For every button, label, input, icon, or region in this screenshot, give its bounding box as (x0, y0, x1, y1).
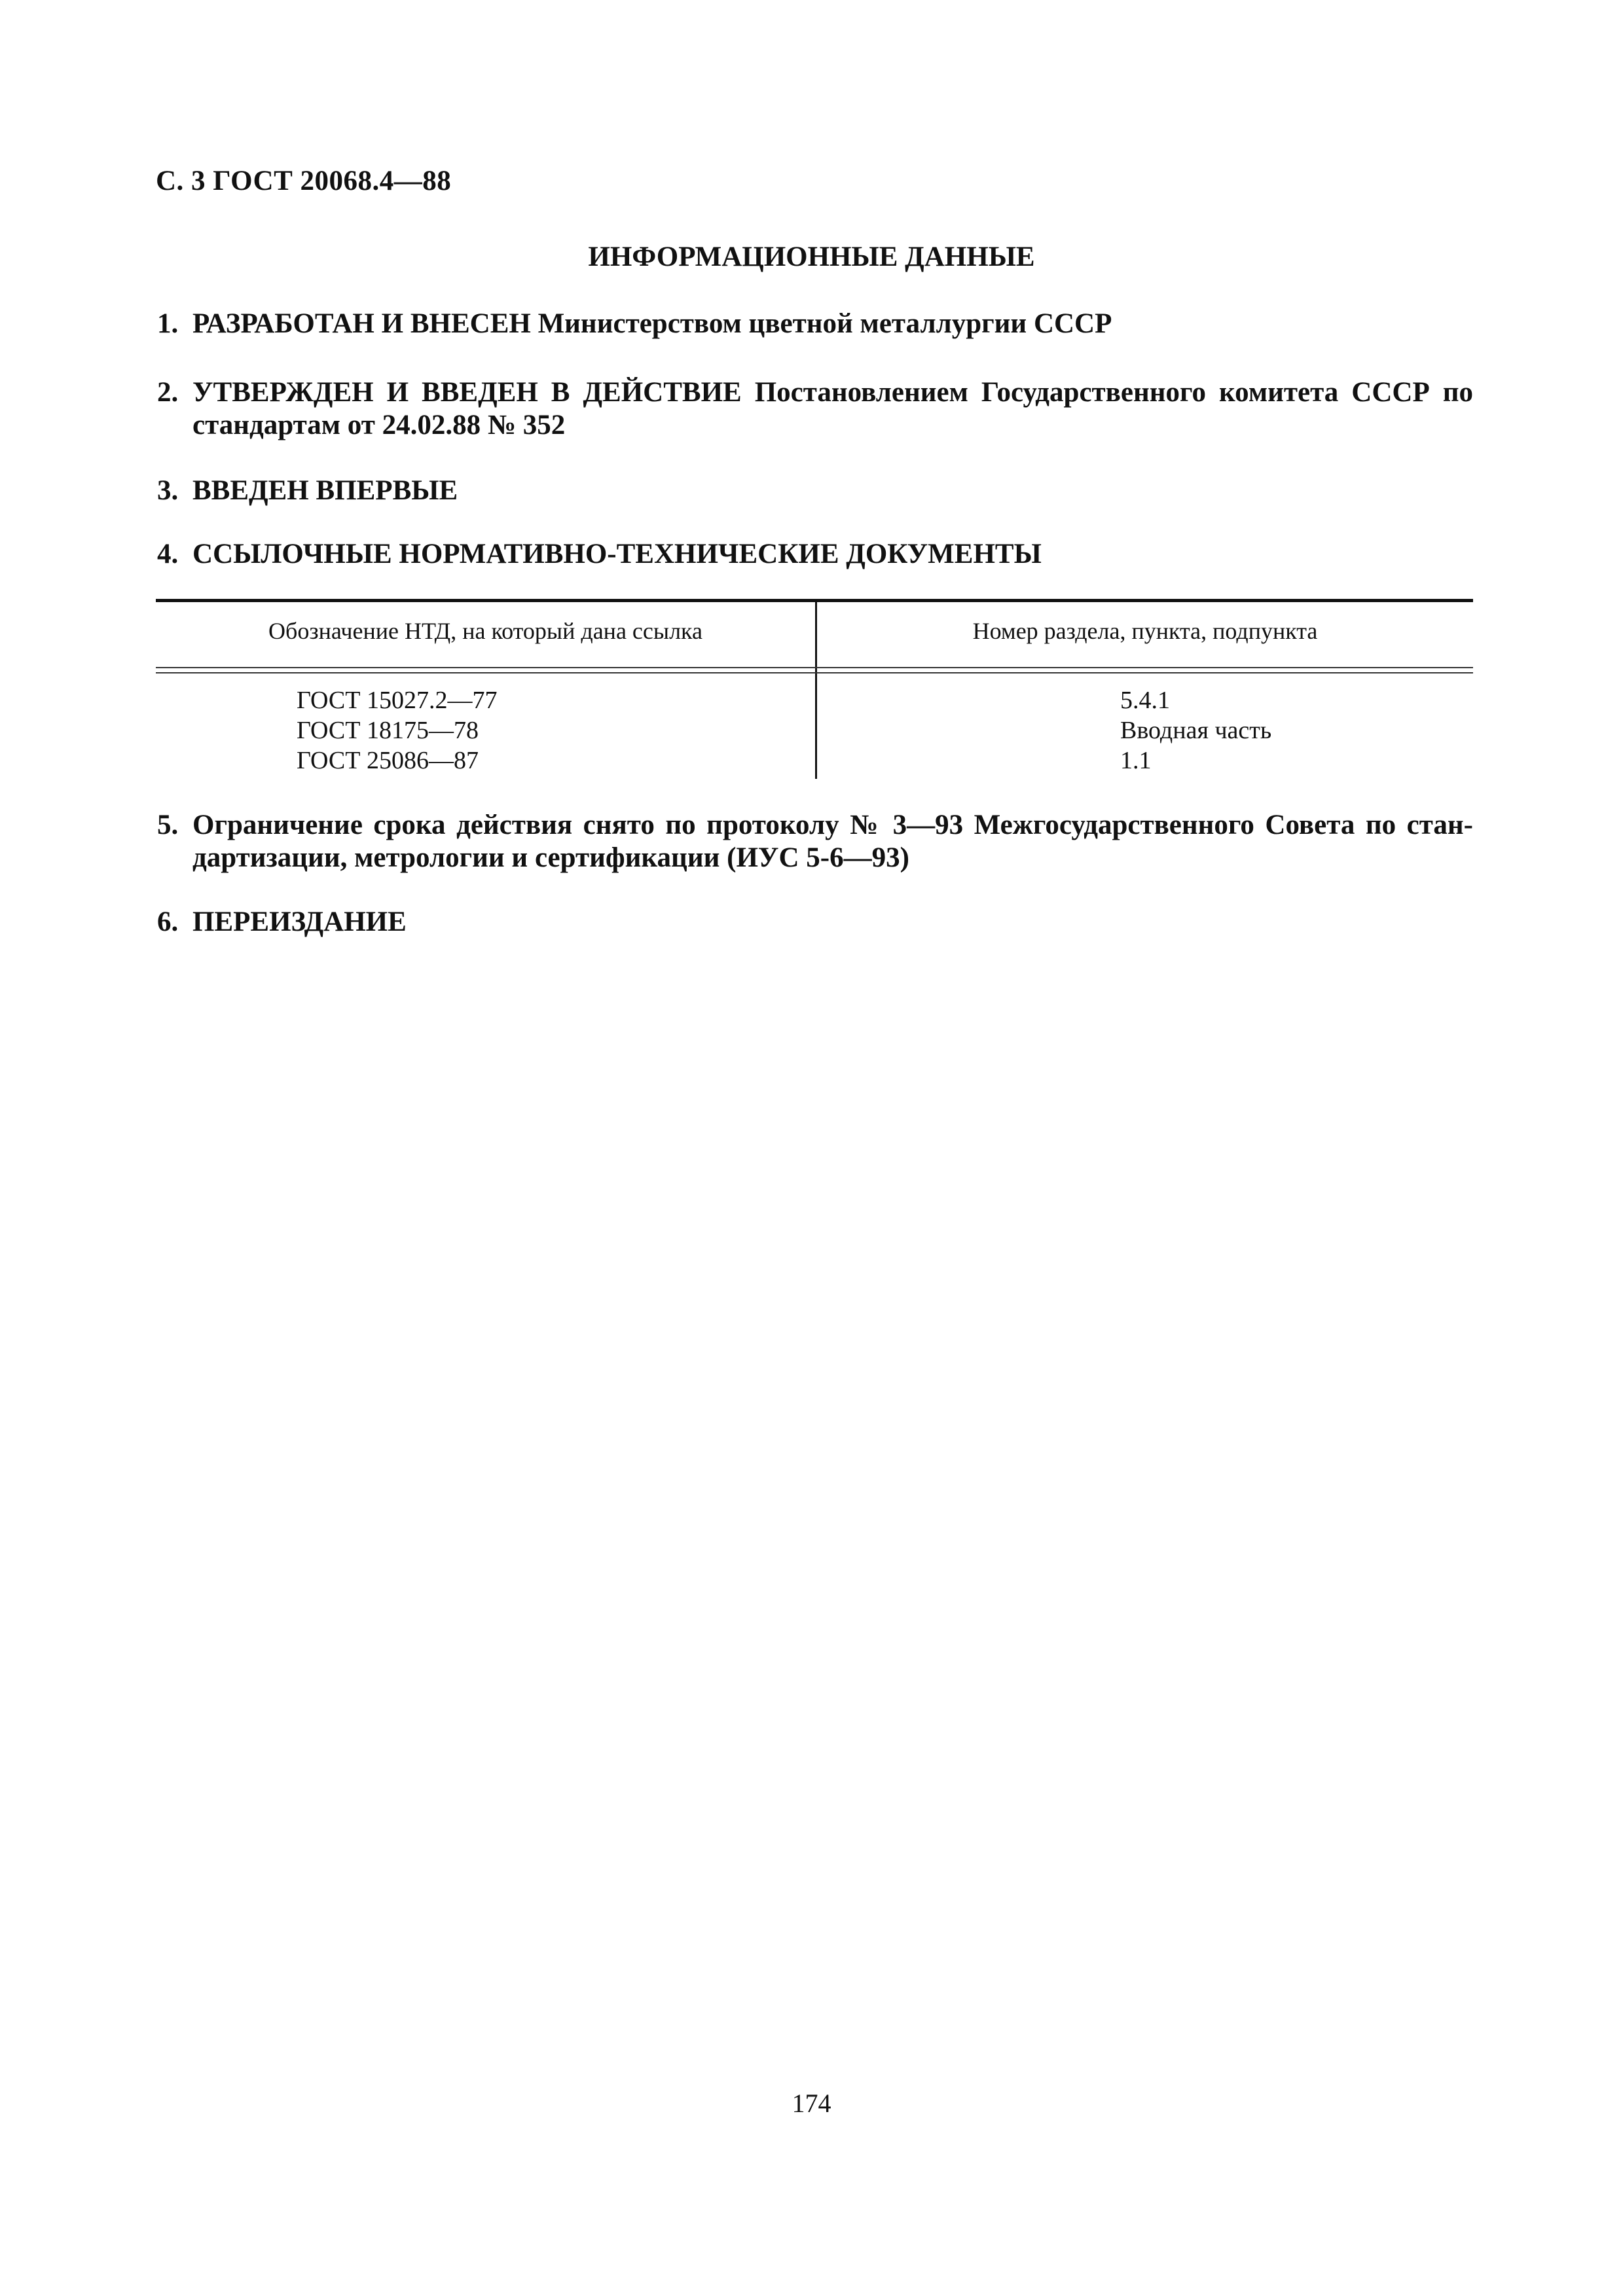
table-header-section-number: Номер раздела, пункта, подпункта (972, 618, 1318, 644)
item-text: ВВЕДЕН ВПЕРВЫЕ (192, 475, 458, 506)
item-text: ПЕРЕИЗДАНИЕ (192, 906, 407, 937)
table-body (156, 685, 1473, 776)
item-text-line2: дартизации, метрологии и сертификации (ИУС 5-6—93) (192, 842, 909, 873)
info-item-3 (157, 475, 1473, 507)
item-text-line2: стандартам от 24.02.88 № 352 (192, 410, 566, 440)
item-number: 6. (157, 906, 179, 937)
table-header-rule (156, 672, 1473, 673)
running-head: С. 3 ГОСТ 20068.4—88 (156, 166, 452, 196)
table-cell-designation: ГОСТ 18175—78 (297, 717, 479, 744)
reference-documents-table (156, 599, 1473, 779)
item-text: ССЫЛОЧНЫЕ НОРМАТИВНО-ТЕХНИЧЕСКИЕ ДОКУМЕНТЫ (192, 539, 1042, 569)
item-number: 5. (157, 810, 179, 840)
item-text: РАЗРАБОТАН И ВНЕСЕН Министерством цветной металлургии СССР (192, 308, 1112, 339)
item-first-line (157, 809, 1473, 842)
table-row (156, 715, 1473, 745)
table-top-rule (156, 599, 1473, 602)
item-number: 4. (157, 539, 179, 569)
table-header-designation: Обозначение НТД, на который дана ссылка (268, 618, 702, 644)
table-cell-designation: ГОСТ 15027.2—77 (297, 687, 498, 714)
info-item-1 (157, 308, 1473, 340)
info-item-2 (157, 376, 1473, 442)
item-text-line1: Ограничение срока действия снято по протоколу № 3—93 Межгосударственного Совета по стан- (192, 810, 1473, 840)
table-cell-section: 1.1 (1120, 747, 1152, 774)
item-number: 3. (157, 475, 179, 506)
item-number: 1. (157, 308, 179, 339)
table-row (156, 685, 1473, 715)
table-header-rule (156, 667, 1473, 668)
info-item-6 (157, 906, 1473, 939)
item-text-line1: УТВЕРЖДЕН И ВВЕДЕН В ДЕЙСТВИЕ Постановлением Государственного комитета СССР по (192, 377, 1473, 408)
table-cell-section: 5.4.1 (1120, 687, 1170, 714)
section-title: ИНФОРМАЦИОННЫЕ ДАННЫЕ (588, 242, 1035, 272)
table-cell-designation: ГОСТ 25086—87 (297, 747, 479, 774)
item-number: 2. (157, 377, 179, 408)
table-cell-section: Вводная часть (1120, 717, 1272, 744)
info-item-5 (157, 809, 1473, 874)
info-item-4 (157, 538, 1473, 571)
table-row (156, 745, 1473, 776)
item-first-line (157, 376, 1473, 409)
page-number: 174 (792, 2089, 831, 2118)
